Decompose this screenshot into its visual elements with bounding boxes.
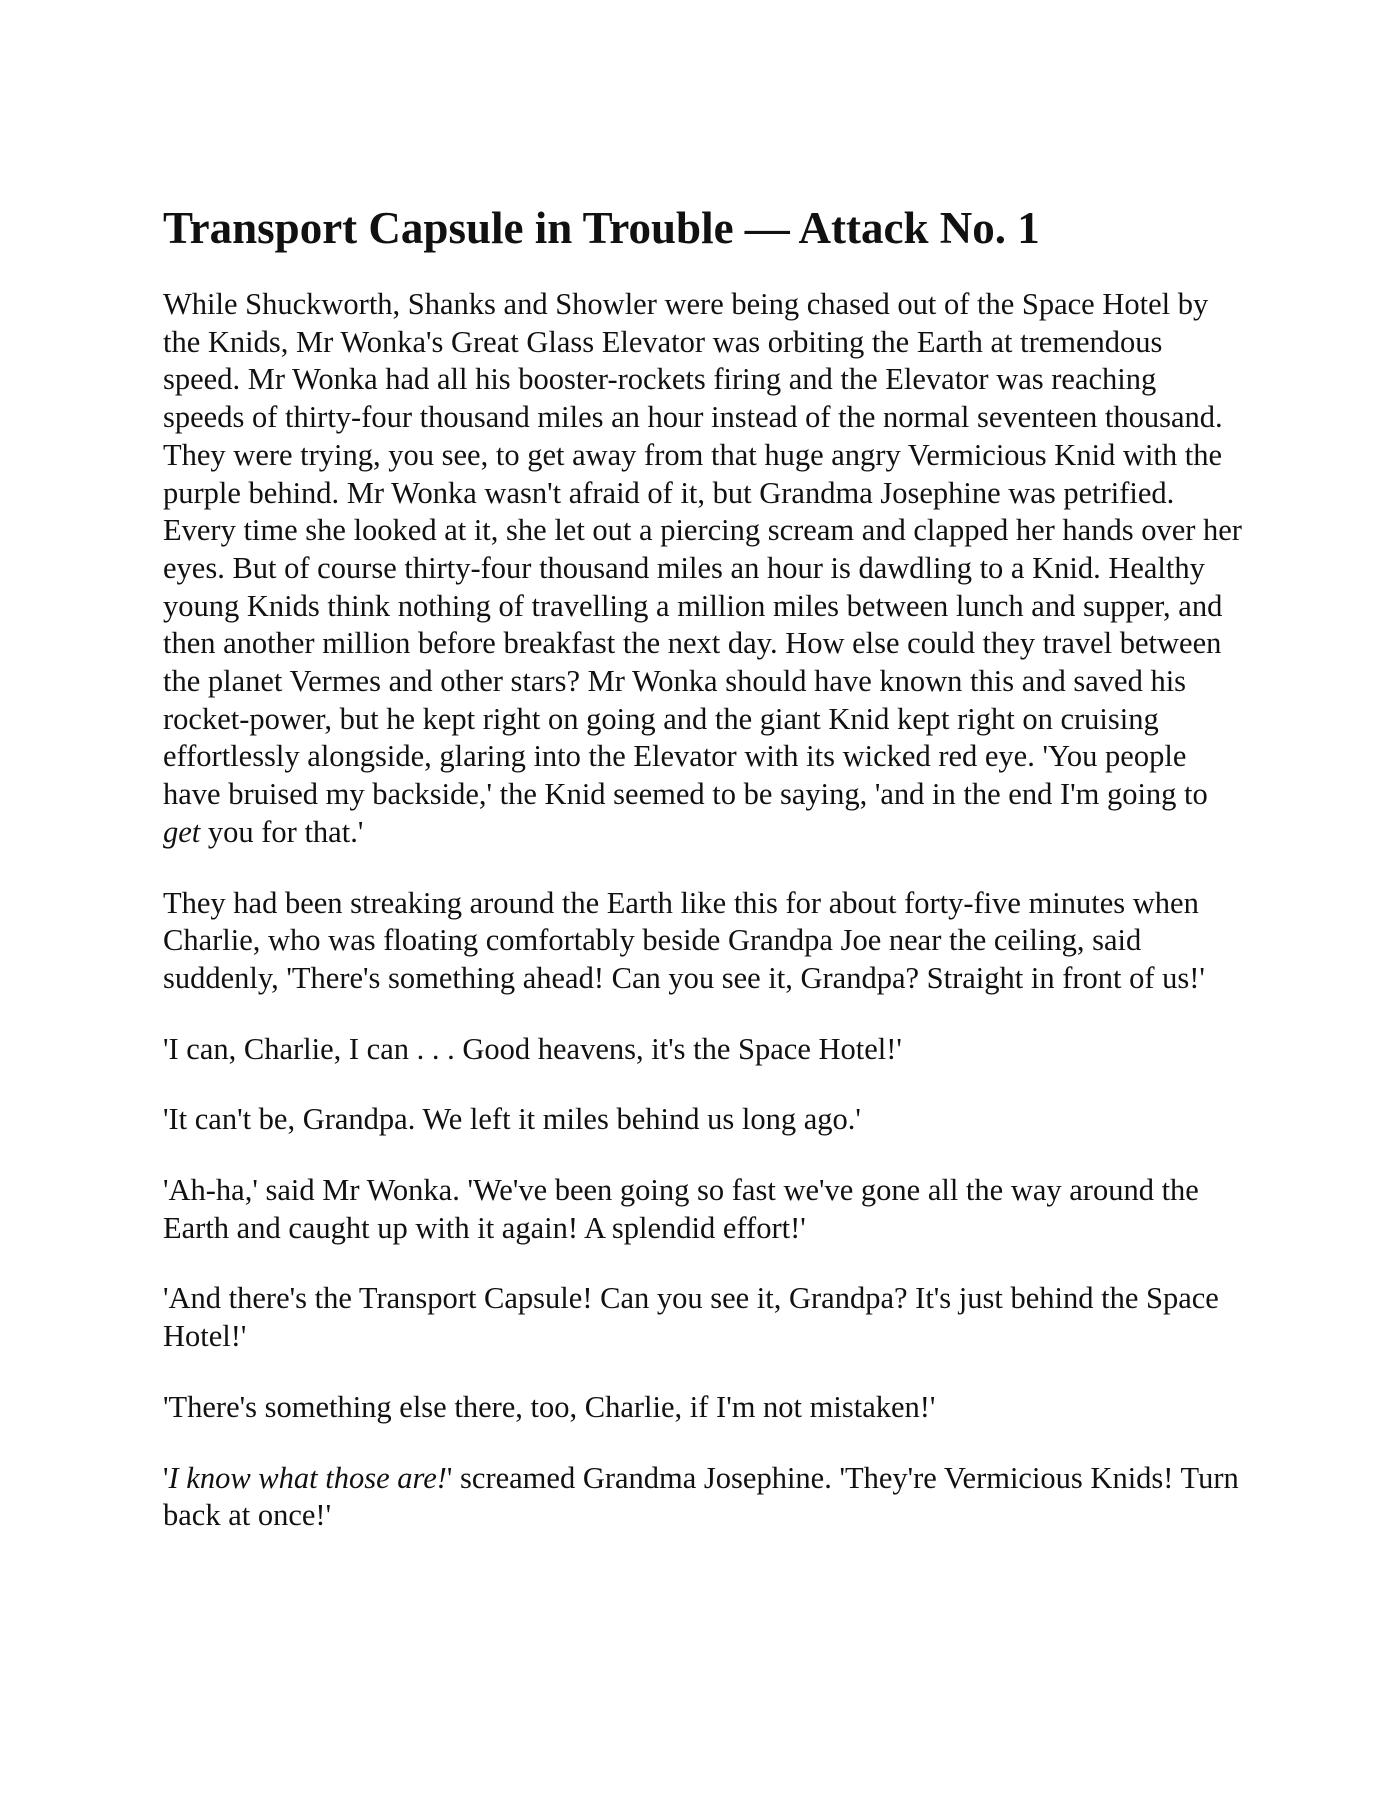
paragraph-1-text-before: While Shuckworth, Shanks and Showler were being chased out of the Space Hotel by the Knids, Mr Wonka's Great Glass Elevator was orbiting the Earth at tremendous speed. Mr Wonka had all his booster-rockets firing and the Elevator was reaching speeds of thirty-four thousand miles an hour instead of the normal seventeen thousand. They were trying, you see, to get away from that huge angry Vermicious Knid with the purple behind. Mr Wonka wasn't afraid of it, but Grandma Josephine was petrified. Every time she looked at it, she let out a piercing scream and clapped her hands over her eyes. But of course thirty-four thousand miles an hour is dawdling to a Knid. Healthy young Knids think nothing of travelling a million miles between lunch and supper, and then another million before breakfast the next day. How else could they travel between the planet Vermes and other stars? Mr Wonka should have known this and saved his rocket-power, but he kept right on going and the giant Knid kept right on cruising effortlessly alongside, glaring into the Elevator with its wicked red eye. 'You people have bruised my backside,' the Knid seemed to be saying, 'and in the end I'm going to xyxy=(163,287,1242,812)
paragraph-1 xyxy=(163,286,1243,852)
chapter-title: Transport Capsule in Trouble — Attack No. 1 xyxy=(163,203,1040,253)
paragraph-8-emphasis: I know what those are! xyxy=(168,1460,447,1495)
paragraph-2: They had been streaking around the Earth like this for about forty-five minutes when Charlie, who was floating comfortably beside Grandpa Joe near the ceiling, said suddenly, 'There's something ahead! Can you see it, Grandpa? Straight in front of us!' xyxy=(163,885,1205,995)
paragraph-8-text-after: ' screamed Grandma Josephine. 'They're Vermicious Knids! Turn back at once!' xyxy=(163,1460,1239,1533)
paragraph-8-text-before: ' xyxy=(163,1460,169,1495)
paragraph-4: 'It can't be, Grandpa. We left it miles behind us long ago.' xyxy=(163,1102,861,1137)
paragraph-5: 'Ah-ha,' said Mr Wonka. 'We've been going so fast we've gone all the way around the Earth and caught up with it again! A splendid effort!' xyxy=(163,1173,1199,1245)
paragraph-7: 'There's something else there, too, Charlie, if I'm not mistaken!' xyxy=(163,1389,936,1424)
paragraph-8 xyxy=(163,1460,1243,1535)
paragraph-3: 'I can, Charlie, I can . . . Good heavens, it's the Space Hotel!' xyxy=(163,1031,902,1066)
paragraph-6: 'And there's the Transport Capsule! Can you see it, Grandpa? It's just behind the Space Hotel!' xyxy=(163,1281,1219,1354)
paragraph-1-text-after: you for that.' xyxy=(200,814,364,849)
document-page xyxy=(163,200,1243,1568)
paragraph-1-emphasis: get xyxy=(163,814,201,849)
